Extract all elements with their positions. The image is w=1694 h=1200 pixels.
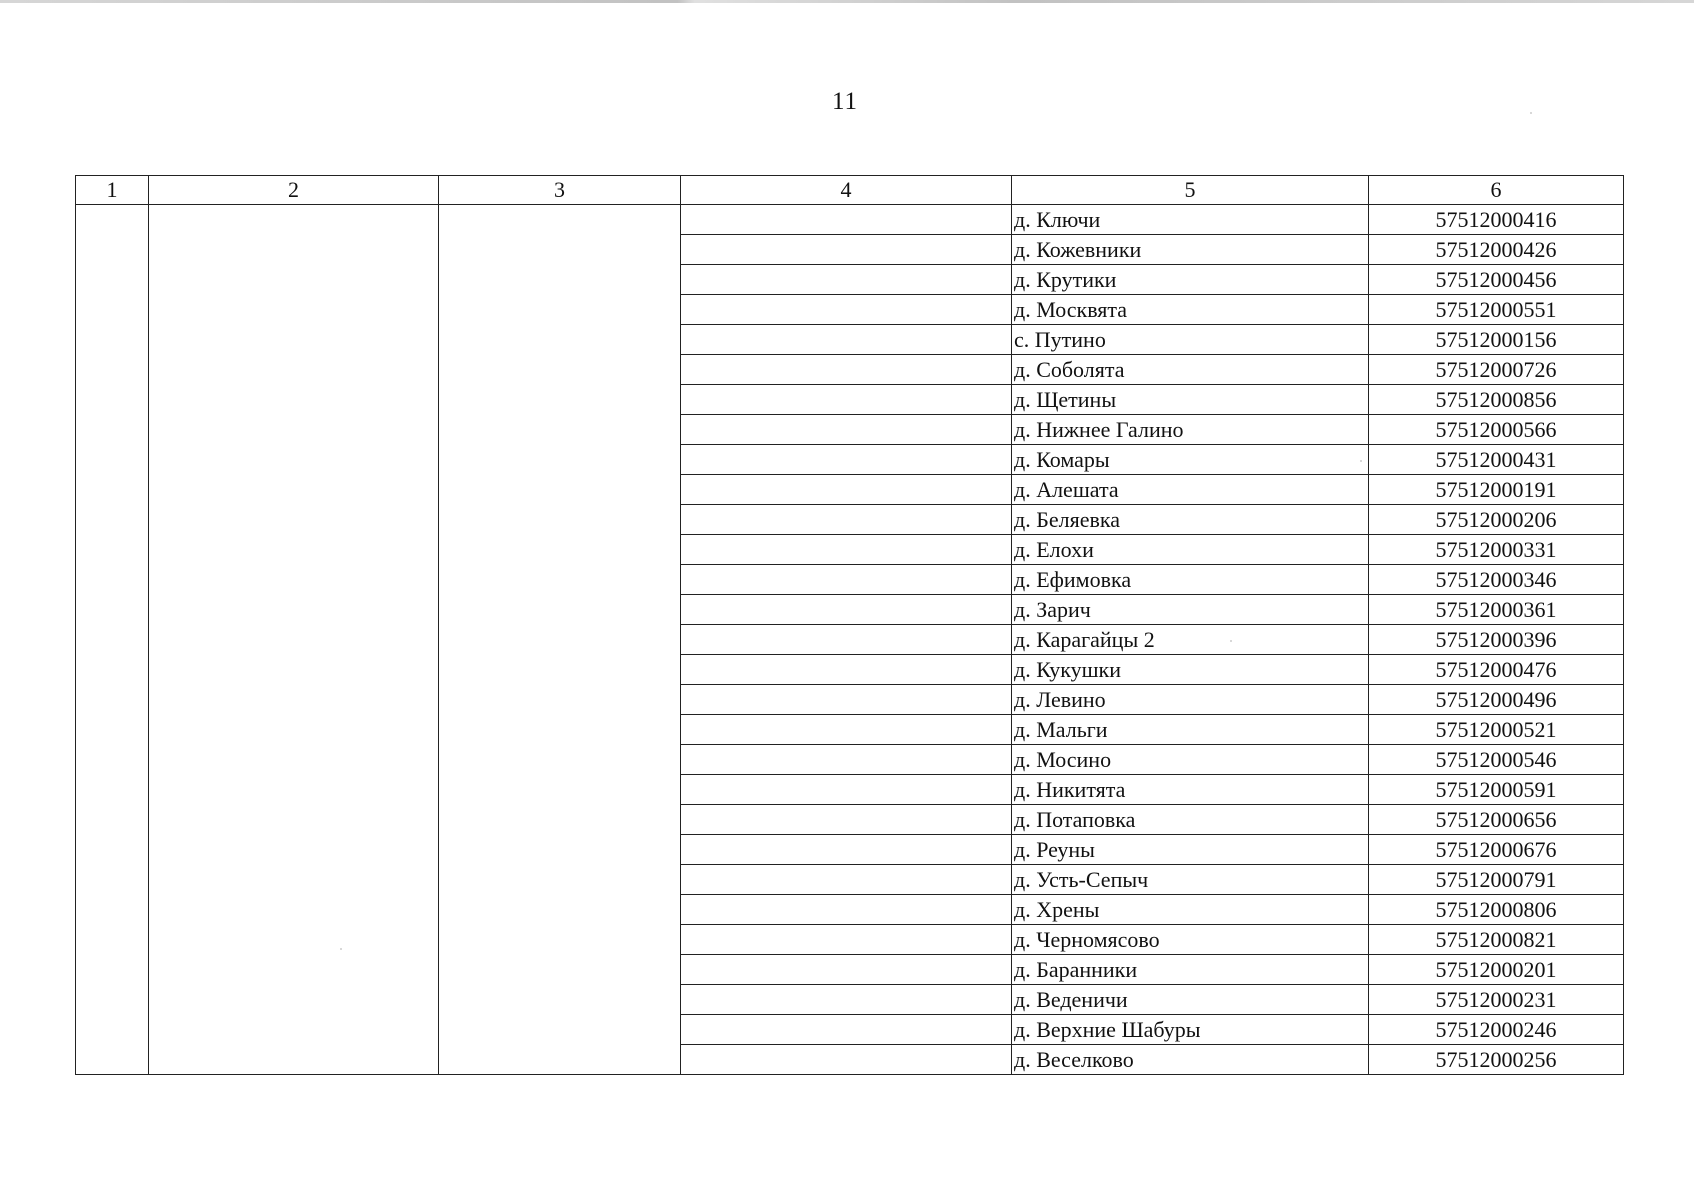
settlement-name-cell: д. Хрены xyxy=(1012,895,1369,925)
settlement-name-cell: д. Ключи xyxy=(1012,205,1369,235)
settlement-name-cell: д. Реуны xyxy=(1012,835,1369,865)
oktmo-code-cell: 57512000346 xyxy=(1369,565,1624,595)
settlement-name-cell: д. Веселково xyxy=(1012,1045,1369,1075)
cell-col-4 xyxy=(681,595,1012,625)
oktmo-code-cell: 57512000206 xyxy=(1369,505,1624,535)
settlement-name-cell: д. Крутики xyxy=(1012,265,1369,295)
column-header-4: 4 xyxy=(681,176,1012,205)
cell-col-4 xyxy=(681,925,1012,955)
oktmo-code-cell: 57512000806 xyxy=(1369,895,1624,925)
table-body xyxy=(76,205,1624,1075)
cell-col-4 xyxy=(681,235,1012,265)
column-header-2: 2 xyxy=(149,176,439,205)
oktmo-code-cell: 57512000821 xyxy=(1369,925,1624,955)
merged-cell-col-2 xyxy=(149,205,439,1075)
cell-col-4 xyxy=(681,325,1012,355)
oktmo-code-cell: 57512000496 xyxy=(1369,685,1624,715)
cell-col-4 xyxy=(681,685,1012,715)
page-number: 11 xyxy=(831,88,859,115)
column-header-6: 6 xyxy=(1369,176,1624,205)
cell-col-4 xyxy=(681,445,1012,475)
settlement-name-cell: с. Путино xyxy=(1012,325,1369,355)
settlement-name-cell: д. Комары xyxy=(1012,445,1369,475)
oktmo-code-cell: 57512000656 xyxy=(1369,805,1624,835)
settlement-name-cell: д. Баранники xyxy=(1012,955,1369,985)
oktmo-code-cell: 57512000521 xyxy=(1369,715,1624,745)
oktmo-code-cell: 57512000156 xyxy=(1369,325,1624,355)
merged-cell-col-3 xyxy=(439,205,681,1075)
settlement-name-cell: д. Никитята xyxy=(1012,775,1369,805)
settlement-name-cell: д. Верхние Шабуры xyxy=(1012,1015,1369,1045)
oktmo-code-cell: 57512000791 xyxy=(1369,865,1624,895)
oktmo-code-cell: 57512000546 xyxy=(1369,745,1624,775)
cell-col-4 xyxy=(681,625,1012,655)
oktmo-code-cell: 57512000246 xyxy=(1369,1015,1624,1045)
header-row xyxy=(76,176,1624,205)
oktmo-code-cell: 57512000476 xyxy=(1369,655,1624,685)
settlement-name-cell: д. Соболята xyxy=(1012,355,1369,385)
settlement-name-cell: д. Кожевники xyxy=(1012,235,1369,265)
cell-col-4 xyxy=(681,565,1012,595)
oktmo-code-cell: 57512000396 xyxy=(1369,625,1624,655)
column-header-5: 5 xyxy=(1012,176,1369,205)
oktmo-code-cell: 57512000361 xyxy=(1369,595,1624,625)
scan-speck xyxy=(1530,112,1532,114)
cell-col-4 xyxy=(681,475,1012,505)
oktmo-code-cell: 57512000416 xyxy=(1369,205,1624,235)
cell-col-4 xyxy=(681,1015,1012,1045)
oktmo-code-cell: 57512000456 xyxy=(1369,265,1624,295)
settlement-name-cell: д. Москвята xyxy=(1012,295,1369,325)
cell-col-4 xyxy=(681,1045,1012,1075)
cell-col-4 xyxy=(681,355,1012,385)
settlement-name-cell: д. Усть-Сепыч xyxy=(1012,865,1369,895)
scan-speck xyxy=(1360,460,1362,462)
settlement-name-cell: д. Зарич xyxy=(1012,595,1369,625)
settlement-name-cell: д. Елохи xyxy=(1012,535,1369,565)
merged-cell-col-1 xyxy=(76,205,149,1075)
settlement-name-cell: д. Веденичи xyxy=(1012,985,1369,1015)
cell-col-4 xyxy=(681,385,1012,415)
scan-edge xyxy=(0,0,1694,3)
oktmo-code-cell: 57512000566 xyxy=(1369,415,1624,445)
cell-col-4 xyxy=(681,415,1012,445)
settlement-name-cell: д. Алешата xyxy=(1012,475,1369,505)
cell-col-4 xyxy=(681,655,1012,685)
settlement-name-cell: д. Мальги xyxy=(1012,715,1369,745)
settlement-name-cell: д. Нижнее Галино xyxy=(1012,415,1369,445)
column-header-1: 1 xyxy=(76,176,149,205)
oktmo-code-cell: 57512000551 xyxy=(1369,295,1624,325)
settlement-name-cell: д. Щетины xyxy=(1012,385,1369,415)
oktmo-code-cell: 57512000331 xyxy=(1369,535,1624,565)
column-header-3: 3 xyxy=(439,176,681,205)
cell-col-4 xyxy=(681,505,1012,535)
cell-col-4 xyxy=(681,715,1012,745)
cell-col-4 xyxy=(681,295,1012,325)
cell-col-4 xyxy=(681,775,1012,805)
oktmo-code-cell: 57512000856 xyxy=(1369,385,1624,415)
settlement-name-cell: д. Карагайцы 2 xyxy=(1012,625,1369,655)
settlement-name-cell: д. Беляевка xyxy=(1012,505,1369,535)
oktmo-code-cell: 57512000431 xyxy=(1369,445,1624,475)
cell-col-4 xyxy=(681,205,1012,235)
scan-speck xyxy=(340,948,342,950)
oktmo-code-cell: 57512000201 xyxy=(1369,955,1624,985)
cell-col-4 xyxy=(681,865,1012,895)
oktmo-code-cell: 57512000676 xyxy=(1369,835,1624,865)
cell-col-4 xyxy=(681,535,1012,565)
cell-col-4 xyxy=(681,955,1012,985)
cell-col-4 xyxy=(681,805,1012,835)
oktmo-code-cell: 57512000191 xyxy=(1369,475,1624,505)
table-row xyxy=(76,205,1624,235)
scan-speck xyxy=(1230,640,1232,642)
cell-col-4 xyxy=(681,745,1012,775)
cell-col-4 xyxy=(681,835,1012,865)
oktmo-code-cell: 57512000726 xyxy=(1369,355,1624,385)
cell-col-4 xyxy=(681,985,1012,1015)
oktmo-code-cell: 57512000591 xyxy=(1369,775,1624,805)
settlement-name-cell: д. Мосино xyxy=(1012,745,1369,775)
cell-col-4 xyxy=(681,895,1012,925)
settlement-name-cell: д. Потаповка xyxy=(1012,805,1369,835)
oktmo-code-cell: 57512000256 xyxy=(1369,1045,1624,1075)
settlements-table xyxy=(75,175,1624,1075)
settlement-name-cell: д. Левино xyxy=(1012,685,1369,715)
oktmo-code-cell: 57512000231 xyxy=(1369,985,1624,1015)
settlement-name-cell: д. Ефимовка xyxy=(1012,565,1369,595)
settlement-name-cell: д. Черномясово xyxy=(1012,925,1369,955)
oktmo-code-cell: 57512000426 xyxy=(1369,235,1624,265)
settlement-name-cell: д. Кукушки xyxy=(1012,655,1369,685)
cell-col-4 xyxy=(681,265,1012,295)
